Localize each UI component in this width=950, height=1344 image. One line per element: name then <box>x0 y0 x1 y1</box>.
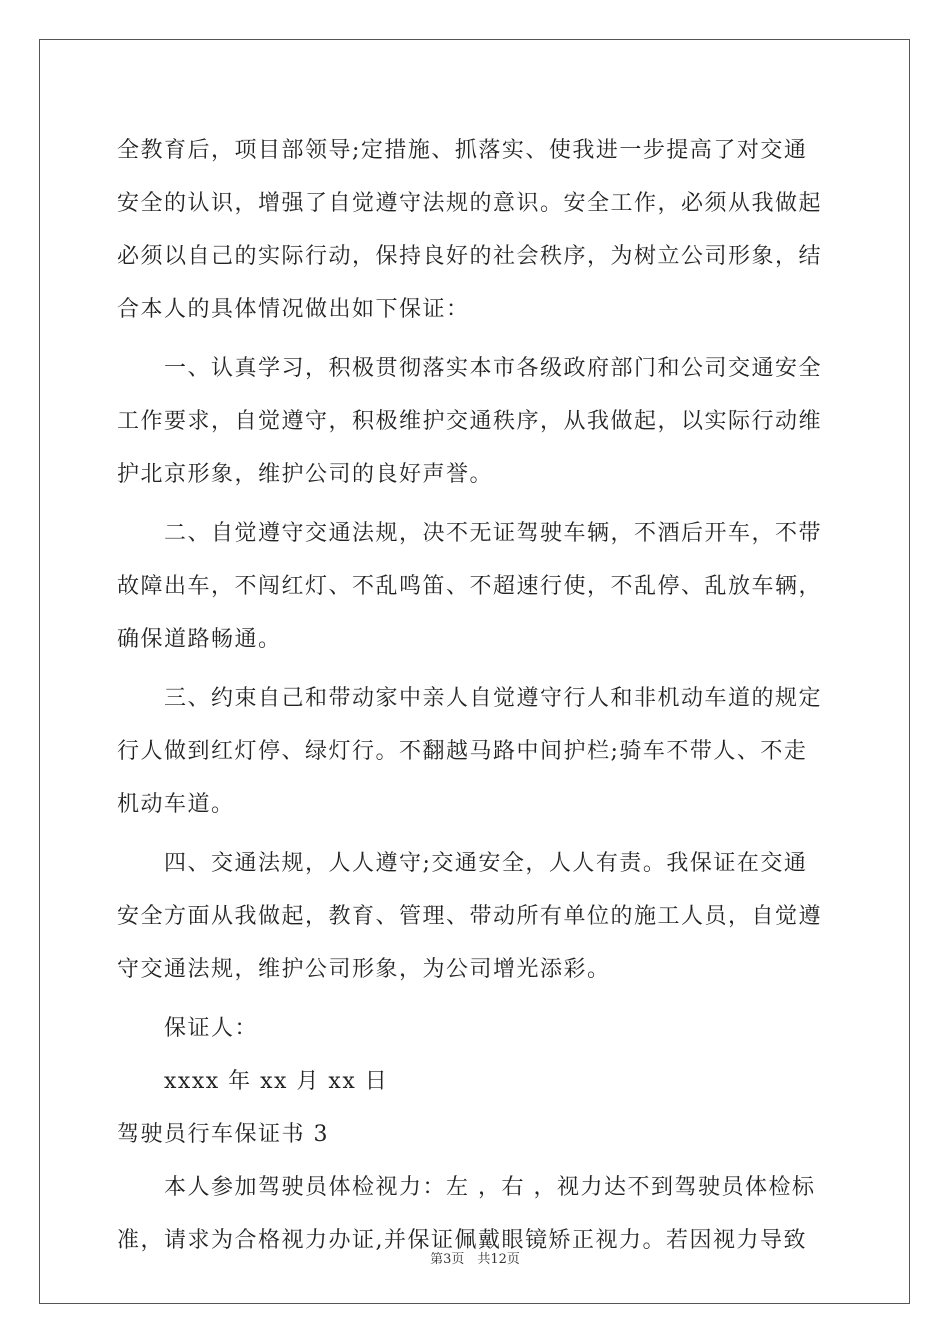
text-line: 安全的认识，增强了自觉遵守法规的意识。安全工作，必须从我做起 <box>117 191 823 216</box>
section-title: 驾驶员行车保证书 3 <box>117 1122 329 1147</box>
document-body <box>117 124 832 1267</box>
text-line: 行人做到红灯停、绿灯行。不翻越马路中间护栏;骑车不带人、不走 <box>117 739 808 764</box>
text-line: 安全方面从我做起，教育、管理、带动所有单位的施工人员，自觉遵 <box>117 904 823 929</box>
text-line: 故障出车，不闯红灯、不乱鸣笛、不超速行使，不乱停、乱放车辆， <box>117 574 823 599</box>
text-line: 全教育后，项目部领导;定措施、抓落实、使我进一步提高了对交通 <box>117 138 808 163</box>
page-number: 第3页 共12页 <box>430 1252 520 1267</box>
paragraph-2-start: 二、自觉遵守交通法规，决不无证驾驶车辆，不酒后开车，不带 <box>164 521 823 546</box>
text-line: 工作要求，自觉遵守，积极维护交通秩序，从我做起，以实际行动维 <box>117 409 823 434</box>
date-line: xxxx 年 xx 月 xx 日 <box>164 1069 389 1094</box>
paragraph-1-start: 一、认真学习，积极贯彻落实本市各级政府部门和公司交通安全 <box>164 356 823 381</box>
paragraph-4-start: 四、交通法规，人人遵守;交通安全，人人有责。我保证在交通 <box>164 851 808 876</box>
text-line: 机动车道。 <box>117 792 235 817</box>
text-line: 护北京形象，维护公司的良好声誉。 <box>117 462 494 487</box>
guarantor-label: 保证人： <box>164 1016 259 1041</box>
text-line: 确保道路畅通。 <box>117 627 282 652</box>
paragraph-5-start: 本人参加驾驶员体检视力：左 ，右 ，视力达不到驾驶员体检标 <box>164 1175 816 1200</box>
text-line: 守交通法规，维护公司形象，为公司增光添彩。 <box>117 957 611 982</box>
text-line: 准，请求为合格视力办证,并保证佩戴眼镜矫正视力。若因视力导致 <box>117 1228 807 1253</box>
paragraph-3-start: 三、约束自己和带动家中亲人自觉遵守行人和非机动车道的规定 <box>164 686 823 711</box>
text-line: 必须以自己的实际行动，保持良好的社会秩序，为树立公司形象，结 <box>117 244 823 269</box>
text-line: 合本人的具体情况做出如下保证： <box>117 297 470 322</box>
